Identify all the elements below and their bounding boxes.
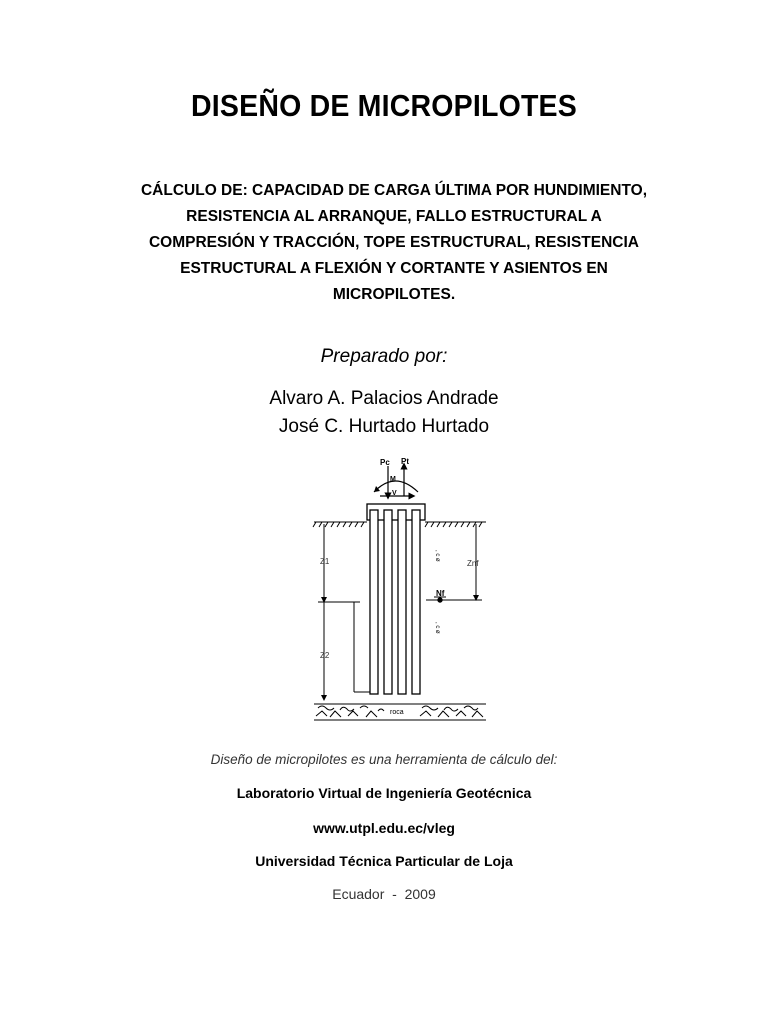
subtitle-line: MICROPILOTES. bbox=[332, 286, 456, 303]
subtitle-line: ESTRUCTURAL A FLEXIÓN Y CORTANTE Y ASIENTOS EN bbox=[180, 260, 608, 277]
label-m: M bbox=[390, 476, 396, 483]
footer-country-year: Ecuador - 2009 bbox=[332, 886, 436, 902]
prepared-by-label: Preparado por: bbox=[320, 346, 448, 367]
document-title: DISEÑO DE MICROPILOTES bbox=[191, 88, 577, 123]
lab-name: Laboratorio Virtual de Ingeniería Geotécnica bbox=[236, 785, 532, 801]
subtitle-line: CÁLCULO DE: CAPACIDAD DE CARGA ÚLTIMA POR HUNDIMIENTO, bbox=[140, 182, 648, 199]
label-v: V bbox=[392, 490, 397, 497]
label-znf: Znf bbox=[467, 559, 479, 568]
piles bbox=[370, 510, 420, 694]
tool-note: Diseño de micropilotes es una herramienta de cálculo del: bbox=[210, 752, 558, 767]
label-pc: Pc bbox=[380, 458, 390, 467]
subtitle-line: COMPRESIÓN Y TRACCIÓN, TOPE ESTRUCTURAL, RESISTENCIA bbox=[148, 234, 640, 251]
label-nf: Nf bbox=[436, 589, 445, 598]
document-subtitle bbox=[104, 178, 684, 308]
author-name: José C. Hurtado Hurtado bbox=[278, 416, 490, 437]
university-name: Universidad Técnica Particular de Loja bbox=[255, 853, 513, 869]
label-pt: Pt bbox=[401, 457, 409, 466]
author-name: Alvaro A. Palacios Andrade bbox=[269, 388, 499, 409]
label-z1: Z1 bbox=[320, 557, 330, 566]
micropile-diagram bbox=[300, 452, 500, 724]
website-url: www.utpl.edu.ec/vleg bbox=[313, 820, 455, 836]
label-z2: Z2 bbox=[320, 651, 330, 660]
label-roca: roca bbox=[390, 709, 404, 716]
svg-text:, c ø: , c ø bbox=[434, 622, 440, 634]
subtitle-line: RESISTENCIA AL ARRANQUE, FALLO ESTRUCTURAL A bbox=[186, 208, 602, 225]
svg-text:, c ø: , c ø bbox=[434, 550, 440, 562]
